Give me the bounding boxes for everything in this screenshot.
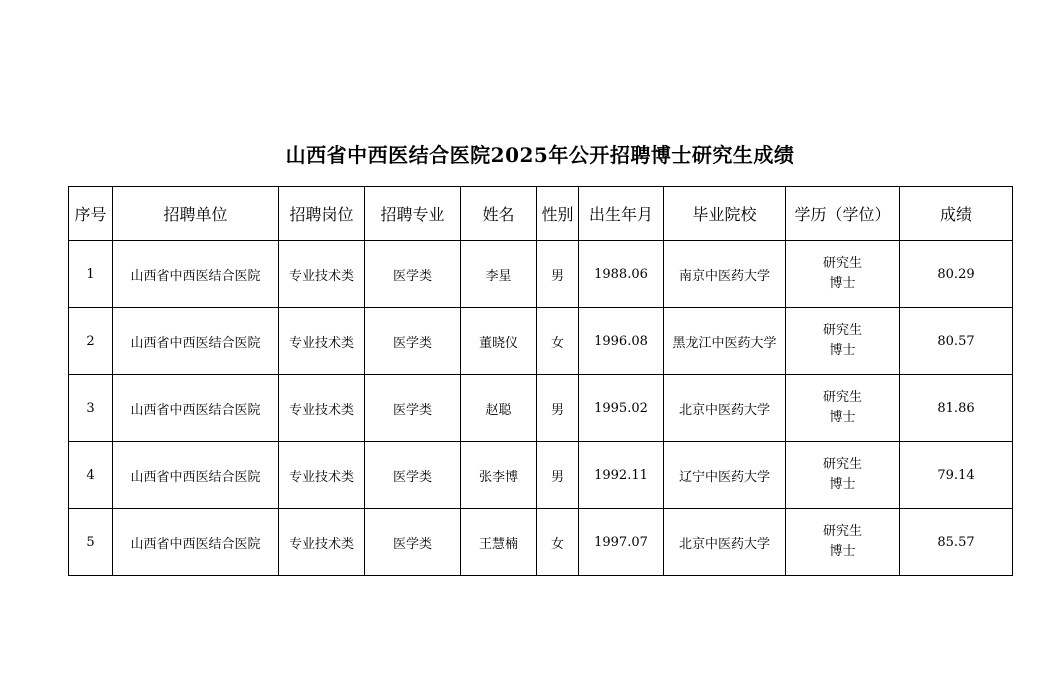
cell-name: 李星 <box>461 241 537 308</box>
cell-birth: 1995.02 <box>579 375 664 442</box>
page-title: 山西省中西医结合医院2025年公开招聘博士研究生成绩 <box>285 143 795 167</box>
cell-score: 80.29 <box>900 241 1013 308</box>
header-index: 序号 <box>69 187 113 241</box>
cell-school: 北京中医药大学 <box>664 375 786 442</box>
education-level: 研究生 <box>822 524 862 539</box>
cell-position: 专业技术类 <box>279 509 365 576</box>
cell-education <box>786 442 900 509</box>
cell-education <box>786 509 900 576</box>
degree-level: 博士 <box>829 410 856 425</box>
cell-score: 79.14 <box>900 442 1013 509</box>
cell-major: 医学类 <box>365 241 461 308</box>
header-major: 招聘专业 <box>365 187 461 241</box>
cell-birth: 1992.11 <box>579 442 664 509</box>
education-level: 研究生 <box>822 457 862 472</box>
cell-school: 辽宁中医药大学 <box>664 442 786 509</box>
cell-school: 北京中医药大学 <box>664 509 786 576</box>
cell-birth: 1988.06 <box>579 241 664 308</box>
cell-major: 医学类 <box>365 509 461 576</box>
cell-gender: 男 <box>537 241 579 308</box>
header-score: 成绩 <box>900 187 1013 241</box>
cell-school: 黑龙江中医药大学 <box>664 308 786 375</box>
cell-education <box>786 308 900 375</box>
header-education: 学历（学位） <box>786 187 900 241</box>
cell-name: 赵聪 <box>461 375 537 442</box>
header-unit: 招聘单位 <box>113 187 279 241</box>
degree-level: 博士 <box>829 343 856 358</box>
cell-position: 专业技术类 <box>279 241 365 308</box>
cell-score: 85.57 <box>900 509 1013 576</box>
cell-major: 医学类 <box>365 442 461 509</box>
cell-position: 专业技术类 <box>279 442 365 509</box>
header-school: 毕业院校 <box>664 187 786 241</box>
degree-level: 博士 <box>829 544 856 559</box>
cell-education <box>786 241 900 308</box>
header-name: 姓名 <box>461 187 537 241</box>
cell-score: 81.86 <box>900 375 1013 442</box>
cell-gender: 女 <box>537 308 579 375</box>
education-level: 研究生 <box>822 256 862 271</box>
cell-unit: 山西省中西医结合医院 <box>113 241 279 308</box>
cell-school: 南京中医药大学 <box>664 241 786 308</box>
cell-education <box>786 375 900 442</box>
header-birth: 出生年月 <box>579 187 664 241</box>
education-level: 研究生 <box>822 390 862 405</box>
cell-position: 专业技术类 <box>279 308 365 375</box>
cell-unit: 山西省中西医结合医院 <box>113 375 279 442</box>
table-row <box>69 442 1013 509</box>
cell-index: 3 <box>69 375 113 442</box>
cell-name: 王慧楠 <box>461 509 537 576</box>
cell-unit: 山西省中西医结合医院 <box>113 442 279 509</box>
cell-position: 专业技术类 <box>279 375 365 442</box>
cell-score: 80.57 <box>900 308 1013 375</box>
cell-index: 1 <box>69 241 113 308</box>
header-position: 招聘岗位 <box>279 187 365 241</box>
cell-birth: 1997.07 <box>579 509 664 576</box>
results-table <box>68 186 1013 576</box>
cell-unit: 山西省中西医结合医院 <box>113 308 279 375</box>
table-row <box>69 375 1013 442</box>
header-gender: 性别 <box>537 187 579 241</box>
cell-index: 2 <box>69 308 113 375</box>
table-header-row <box>69 187 1013 241</box>
cell-name: 董晓仪 <box>461 308 537 375</box>
degree-level: 博士 <box>829 276 856 291</box>
table-row <box>69 241 1013 308</box>
cell-unit: 山西省中西医结合医院 <box>113 509 279 576</box>
cell-major: 医学类 <box>365 308 461 375</box>
cell-gender: 男 <box>537 375 579 442</box>
table-row <box>69 308 1013 375</box>
cell-name: 张李博 <box>461 442 537 509</box>
cell-birth: 1996.08 <box>579 308 664 375</box>
education-level: 研究生 <box>822 323 862 338</box>
cell-gender: 男 <box>537 442 579 509</box>
degree-level: 博士 <box>829 477 856 492</box>
table-row <box>69 509 1013 576</box>
cell-index: 4 <box>69 442 113 509</box>
cell-gender: 女 <box>537 509 579 576</box>
cell-major: 医学类 <box>365 375 461 442</box>
cell-index: 5 <box>69 509 113 576</box>
